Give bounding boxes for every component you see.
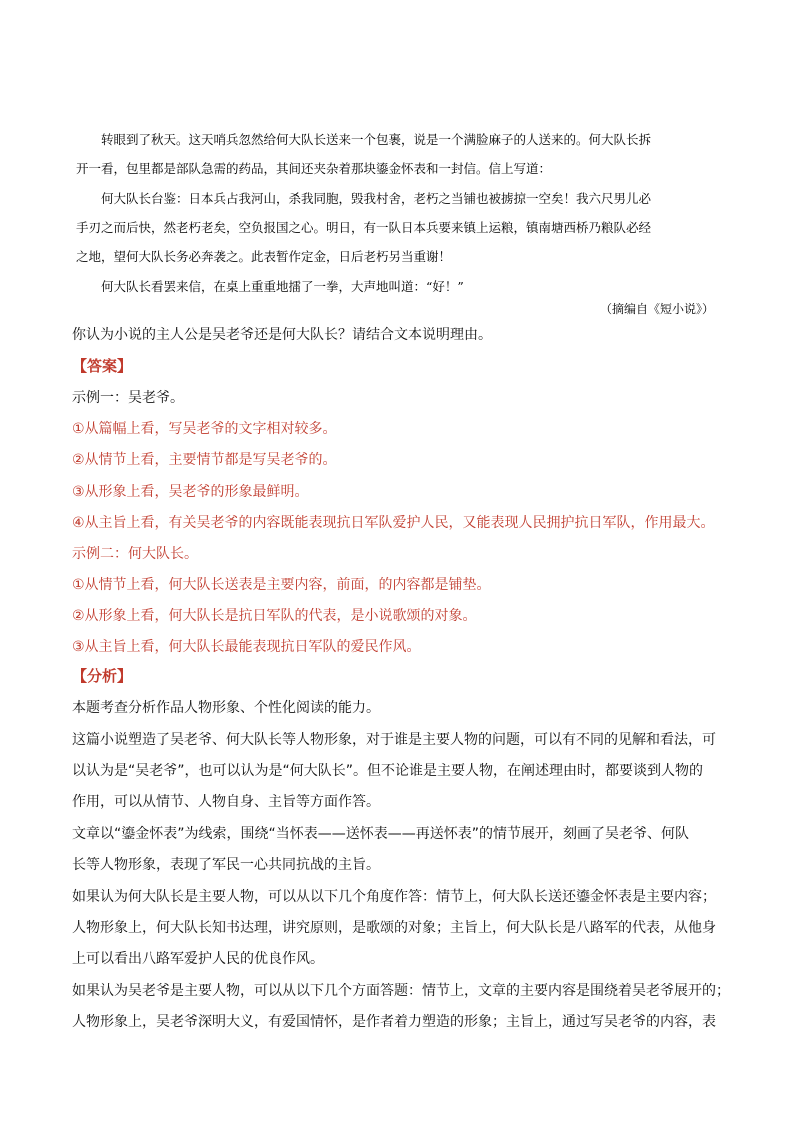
analysis-line-8: 人物形象上，何大队长知书达理，讲究原则，是歌颂的对象；主旨上，何大队长是八路军的代表，从他身 (72, 920, 716, 936)
story-line-2: 开一看，包里都是部队急需的药品，其间还夹杂着那块鎏金怀表和一封信。信上写道： (76, 161, 552, 176)
analysis-line-10: 如果认为吴老爷是主要人物，可以从以下几个方面答题：情节上，文章的主要内容是围绕着吴老爷展开的； (72, 983, 730, 999)
analysis-line-2: 这篇小说塑造了吴老爷、何大队长等人物形象，对于谁是主要人物的问题，可以有不同的见解和看法，可 (72, 732, 716, 748)
analysis-line-11: 人物形象上，吴老爷深明大义，有爱国情怀，是作者着力塑造的形象；主旨上，通过写吴老爷的内容，表 (72, 1014, 716, 1030)
example1-point-4: ④从主旨上看，有关吴老爷的内容既能表现抗日军队爱护人民，又能表现人民拥护抗日军队，作用最大。 (72, 515, 715, 531)
example2-title: 示例二：何大队长。 (72, 546, 198, 562)
question-text: 你认为小说的主人公是吴老爷还是何大队长？请结合文本说明理由。 (72, 327, 492, 343)
analysis-line-3: 以认为是“吴老爷”，也可以认为是“何大队长”。但不论谁是主要人物，在阐述理由时，都要谈到人物的 (72, 763, 704, 779)
example1-point-2: ②从情节上看，主要情节都是写吴老爷的。 (72, 452, 337, 468)
analysis-line-5: 文章以“鎏金怀表”为线索，围绕“当怀表——送怀表——再送怀表”的情节展开，刻画了吴老爷、何队 (72, 826, 690, 842)
example1-point-1: ①从篇幅上看，写吴老爷的文字相对较多。 (72, 421, 337, 437)
analysis-heading: 【分析】 (72, 667, 133, 685)
example1-point-3: ③从形象上看，吴老爷的形象最鲜明。 (72, 484, 309, 500)
example2-point-2: ②从形象上看，何大队长是抗日军队的代表，是小说歌颂的对象。 (72, 608, 477, 624)
analysis-line-9: 上可以看出八路军爱护人民的优良作风。 (72, 951, 324, 967)
story-line-3: 何大队长台鉴：日本兵占我河山，杀我同胞，毁我村舍，老朽之当铺也被掳掠一空矣！我六尺男儿必 (76, 191, 652, 206)
answer-heading: 【答案】 (72, 357, 133, 375)
story-line-4: 手刃之而后快，然老朽老矣，空负报国之心。明日，有一队日本兵要来镇上运粮，镇南塘西桥乃粮队必经 (76, 220, 652, 235)
story-source: （摘编自《短小说》） (599, 302, 714, 316)
example2-point-3: ③从主旨上看，何大队长最能表现抗日军队的爱民作风。 (72, 639, 421, 655)
story-line-1: 转眼到了秋天。这天哨兵忽然给何大队长送来一个包裹，说是一个满脸麻子的人送来的。何大队长拆 (76, 132, 652, 147)
analysis-line-4: 作用，可以从情节、人物自身、主旨等方面作答。 (72, 794, 380, 810)
analysis-line-6: 长等人物形象，表现了军民一心共同抗战的主旨。 (72, 857, 380, 873)
example1-title: 示例一：吴老爷。 (72, 390, 184, 406)
story-line-6: 何大队长看罢来信，在桌上重重地擂了一拳，大声地叫道：“好！” (76, 279, 464, 294)
story-line-5: 之地，望何大队长务必奔袭之。此表暂作定金，日后老朽另当重谢！ (76, 249, 452, 264)
analysis-line-7: 如果认为何大队长是主要人物，可以从以下几个角度作答：情节上，何大队长送还鎏金怀表是主要内容； (72, 889, 716, 905)
analysis-line-1: 本题考查分析作品人物形象、个性化阅读的能力。 (72, 700, 380, 716)
example2-point-1: ①从情节上看，何大队长送表是主要内容，前面，的内容都是铺垫。 (72, 577, 491, 593)
